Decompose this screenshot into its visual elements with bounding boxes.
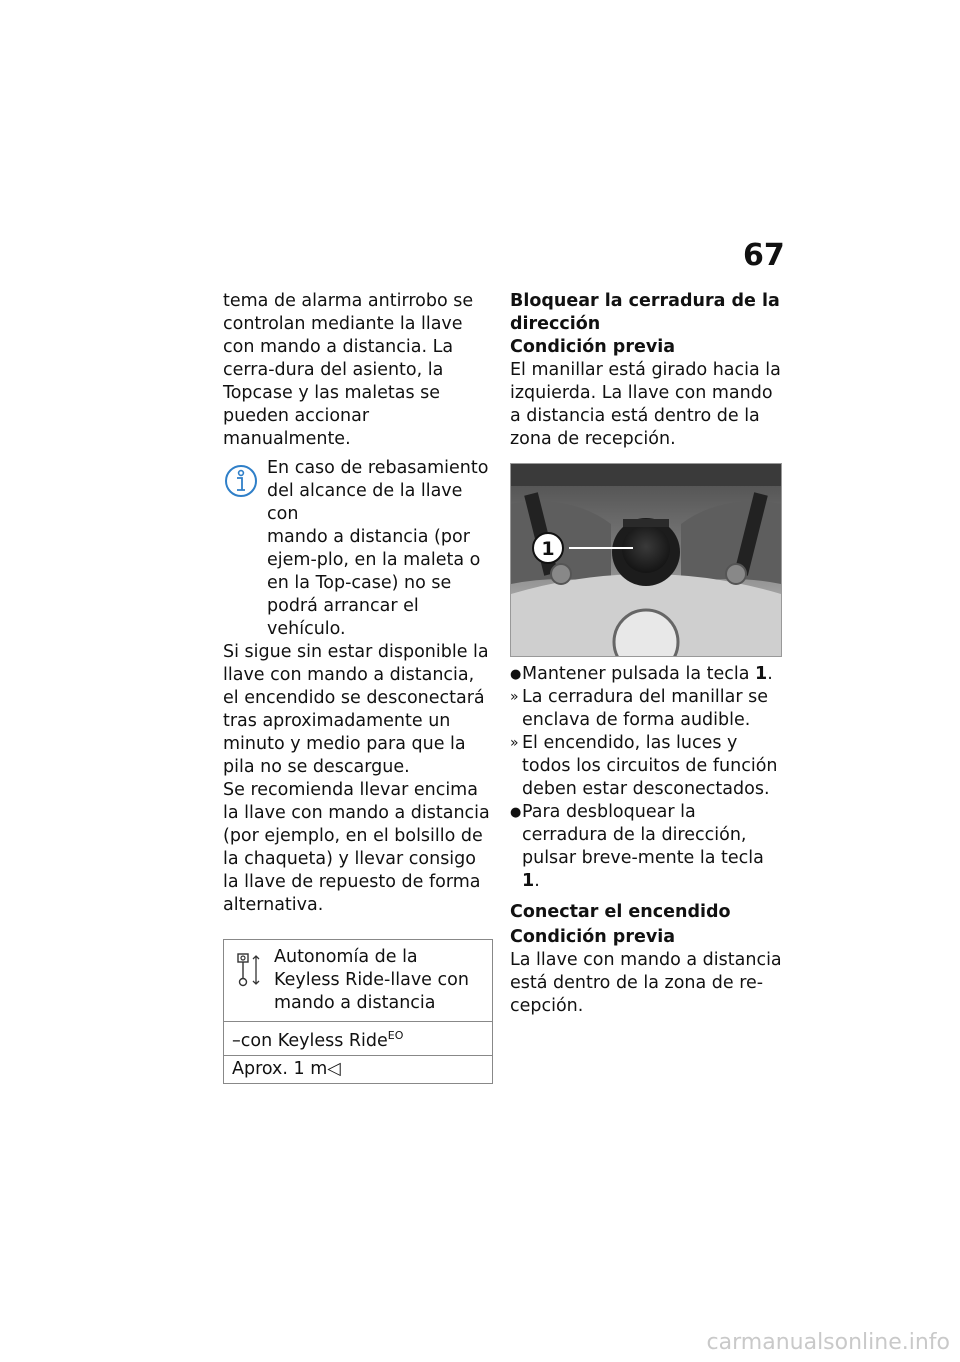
precondition-heading: Condición previa bbox=[510, 337, 676, 357]
section-heading-lock: Bloquear la cerradura de la dirección bbox=[510, 291, 780, 334]
info-icon bbox=[223, 463, 259, 499]
spec-table-row bbox=[224, 1056, 492, 1084]
step-key-ref: 1 bbox=[755, 664, 768, 684]
section-heading-ignition: Conectar el encendido bbox=[510, 902, 731, 922]
step-suffix: . bbox=[767, 664, 773, 684]
step-suffix: . bbox=[534, 871, 540, 891]
page-number: 67 bbox=[743, 238, 785, 273]
precondition-heading: Condición previa bbox=[510, 927, 676, 947]
spec-value: Aprox. 1 m◁ bbox=[232, 1058, 341, 1079]
info-note-rest: mando a distancia (por ejem-plo, en la maleta o en la Top-case) no se podrá arrancar el vehículo. bbox=[267, 527, 481, 639]
result-marker: » bbox=[510, 689, 519, 705]
result-item bbox=[510, 732, 782, 801]
spec-table bbox=[223, 939, 493, 1084]
intro-paragraph: tema de alarma antirrobo se controlan mediante la llave con mando a distancia. La cerra-dura del asiento, la Topcase y las maletas se pueden accionar manualmente. bbox=[223, 291, 474, 449]
result-item bbox=[510, 686, 782, 732]
bullet-marker: ● bbox=[510, 667, 522, 682]
info-note-first: En caso de rebasamiento del alcance de la llave con bbox=[267, 458, 489, 524]
spec-table-title: Autonomía de la Keyless Ride-llave con mando a distancia bbox=[274, 947, 469, 1013]
spec-table-row bbox=[224, 1022, 492, 1056]
photo-callout-1: 1 bbox=[541, 538, 555, 560]
keyless-range-icon bbox=[236, 952, 266, 988]
step-text: Mantener pulsada la tecla bbox=[522, 664, 756, 684]
precondition-text: El manillar está girado hacia la izquierda. La llave con mando a distancia está dentro de la zona de recepción. bbox=[510, 360, 781, 449]
handlebar-lock-photo bbox=[510, 463, 782, 657]
spec-condition-sup: EO bbox=[387, 1029, 404, 1042]
availability-paragraph: Si sigue sin estar disponible la llave con mando a distancia, el encendido se desconectará tras aproximadamente un minuto y medio para que la pila no se descargue. bbox=[223, 642, 489, 777]
step-text: Para desbloquear la cerradura de la dirección, pulsar breve-mente la tecla bbox=[522, 802, 764, 868]
recommendation-paragraph: Se recomienda llevar encima la llave con mando a distancia (por ejemplo, en el bolsillo de la chaqueta) y llevar consigo la llave de repuesto de forma alternativa. bbox=[223, 780, 490, 915]
step-bullet bbox=[510, 663, 782, 686]
footer-watermark: carmanualsonline.info bbox=[706, 1330, 950, 1355]
result-text: La cerradura del manillar se enclava de forma audible. bbox=[522, 687, 769, 730]
photo-illustration bbox=[511, 464, 781, 656]
step-key-ref: 1 bbox=[522, 871, 535, 891]
result-marker: » bbox=[510, 735, 519, 751]
spec-table-header bbox=[224, 940, 492, 1022]
info-note bbox=[223, 457, 491, 641]
right-column bbox=[510, 290, 782, 1018]
spec-condition: –con Keyless Ride bbox=[232, 1030, 388, 1051]
left-column bbox=[223, 290, 491, 1084]
bullet-marker: ● bbox=[510, 805, 522, 820]
result-text: El encendido, las luces y todos los circuitos de función deben estar desconectados. bbox=[522, 733, 778, 799]
precondition-text: La llave con mando a distancia está dentro de la zona de re-cepción. bbox=[510, 950, 782, 1016]
step-bullet bbox=[510, 801, 782, 893]
